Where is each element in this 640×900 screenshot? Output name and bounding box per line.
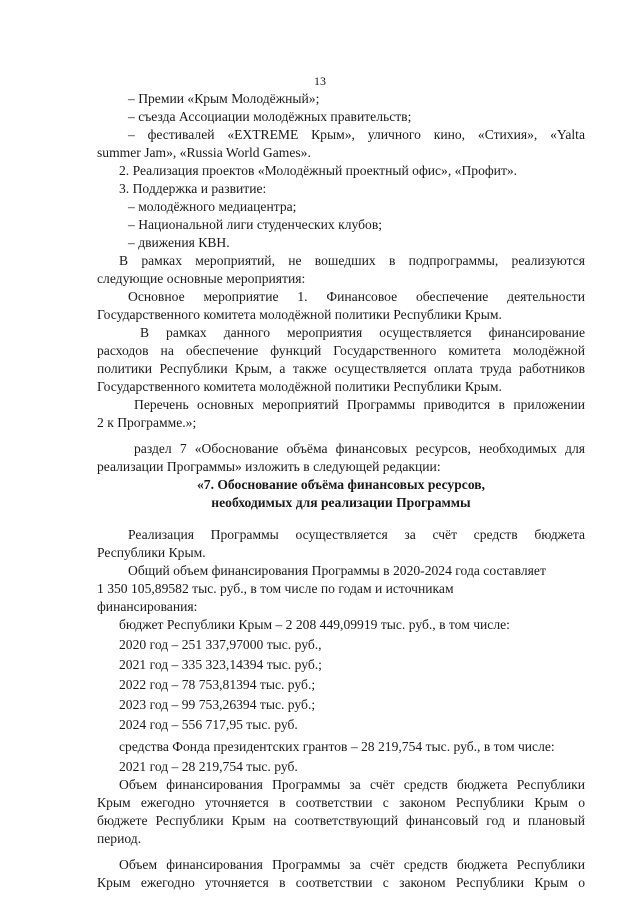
- section-heading: необходимых для реализации Программы: [211, 495, 471, 510]
- text-line: расходов на обеспечение функций Государственного комитета молодёжной: [97, 343, 585, 358]
- text-line: – фестивалей «EXTREME Крым», уличного кино, «Стихия», «Yalta: [128, 127, 585, 142]
- text-line: Крым ежегодно уточняется в соответствии с законом Республики Крым о: [97, 875, 585, 890]
- text-line: Перечень основных мероприятий Программы приводится в приложении: [134, 397, 585, 412]
- text-line: Государственного комитета молодёжной политики Республики Крым.: [97, 379, 502, 394]
- text-line: следующие основные мероприятия:: [97, 271, 306, 286]
- text-line: Республики Крым.: [97, 545, 206, 560]
- text-line: – съезда Ассоциации молодёжных правительств;: [128, 109, 412, 124]
- text-line: 2021 год – 28 219,754 тыс. руб.: [119, 759, 298, 774]
- text-line: бюджете Республики Крым на соответствующий финансовый год и плановый: [97, 813, 585, 828]
- text-line: 2020 год – 251 337,97000 тыс. руб.,: [119, 637, 322, 652]
- text-line: 3. Поддержка и развитие:: [119, 181, 267, 196]
- text-line: 2024 год – 556 717,95 тыс. руб.: [119, 717, 298, 732]
- section-heading: «7. Обоснование объёма финансовых ресурсов,: [196, 477, 486, 492]
- text-line: Крым ежегодно уточняется в соответствии с законом Республики Крым о: [97, 795, 585, 810]
- text-line: 1 350 105,89582 тыс. руб., в том числе по годам и источникам: [97, 581, 454, 596]
- text-line: – движения КВН.: [128, 235, 230, 250]
- text-line: 2022 год – 78 753,81394 тыс. руб.;: [119, 677, 316, 692]
- text-line: Общий объем финансирования Программы в 2020-2024 года составляет: [128, 563, 546, 578]
- text-line: Государственного комитета молодёжной политики Республики Крым.: [97, 307, 502, 322]
- text-line: средства Фонда президентских грантов – 28 219,754 тыс. руб., в том числе:: [119, 739, 555, 754]
- text-line: 2021 год – 335 323,14394 тыс. руб.;: [119, 657, 322, 672]
- text-line: финансирования:: [97, 599, 198, 614]
- text-line: период.: [97, 831, 142, 846]
- text-line: Объем финансирования Программы за счёт средств бюджета Республики: [119, 857, 585, 872]
- text-line: 2023 год – 99 753,26394 тыс. руб.;: [119, 697, 316, 712]
- text-line: Реализация Программы осуществляется за счёт средств бюджета: [128, 527, 585, 542]
- text-line: Объем финансирования Программы за счёт средств бюджета Республики: [119, 777, 585, 792]
- text-line: В рамках данного мероприятия осуществляется финансирование: [140, 325, 585, 340]
- text-line: бюджет Республики Крым – 2 208 449,09919 тыс. руб., в том числе:: [119, 617, 510, 632]
- text-line: Основное мероприятие 1. Финансовое обеспечение деятельности: [128, 289, 585, 304]
- text-line: 2 к Программе.»;: [97, 415, 197, 430]
- text-line: реализации Программы» изложить в следующей редакции:: [97, 459, 441, 474]
- text-line: – молодёжного медиацентра;: [128, 199, 297, 214]
- text-line: summer Jam», «Russia World Games».: [97, 145, 311, 160]
- text-line: политики Республики Крым, а также осуществляется оплата труда работников: [97, 361, 585, 376]
- text-line: – Национальной лиги студенческих клубов;: [128, 217, 383, 232]
- page-number: 13: [314, 74, 326, 88]
- text-line: 2. Реализация проектов «Молодёжный проектный офис», «Профит».: [119, 163, 518, 178]
- text-line: В рамках мероприятий, не вошедших в подпрограммы, реализуются: [119, 253, 585, 268]
- text-line: – Премии «Крым Молодёжный»;: [128, 91, 320, 106]
- text-line: раздел 7 «Обоснование объёма финансовых ресурсов, необходимых для: [134, 441, 585, 456]
